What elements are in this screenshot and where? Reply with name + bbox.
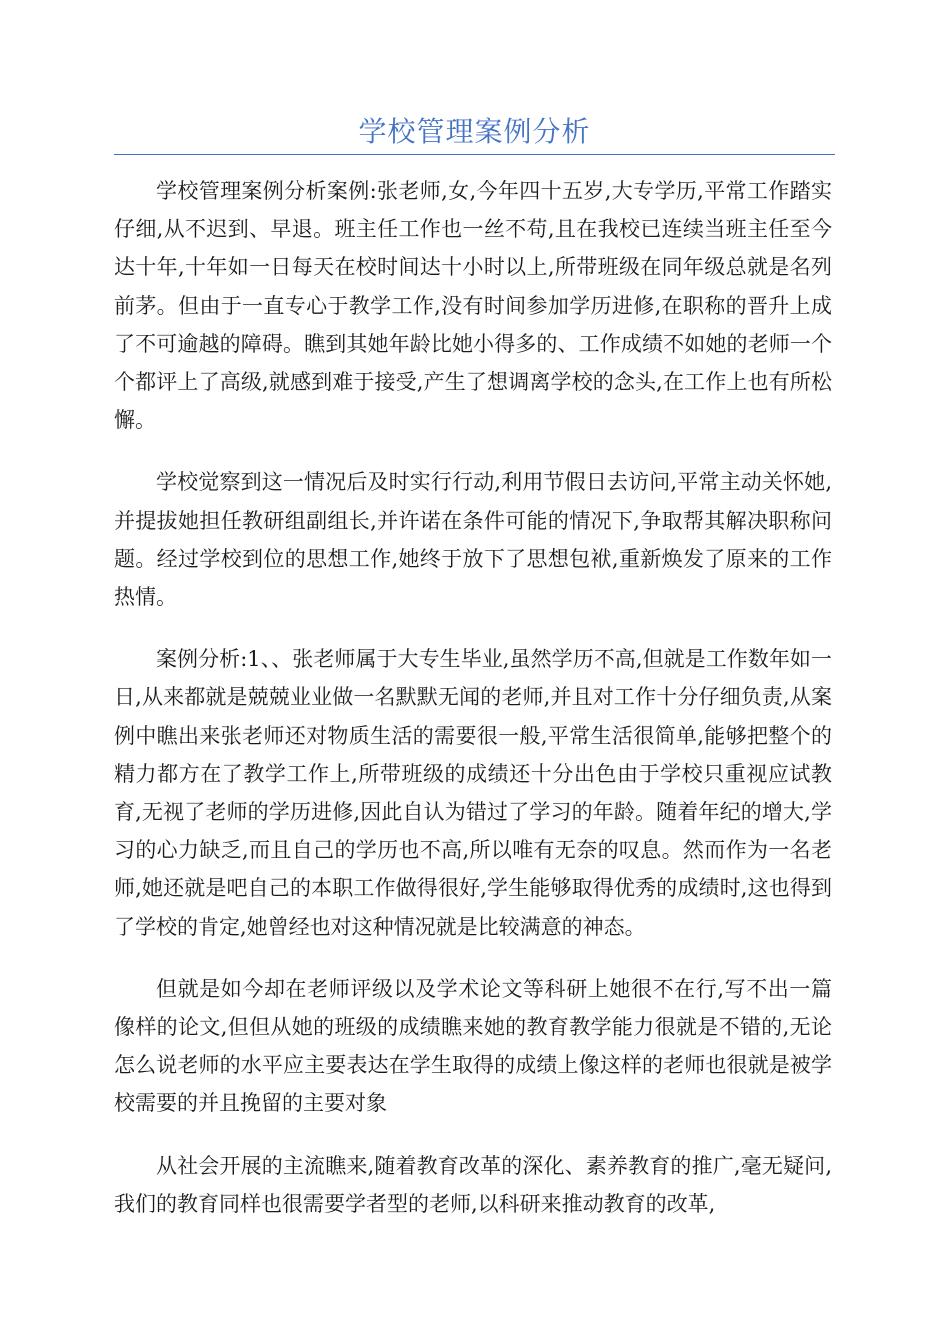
paragraph-1: 学校管理案例分析案例:张老师,女,今年四十五岁,大专学历,平常工作踏实仔细,从不迟到、早退。班主任工作也一丝不苟,且在我校已连续当班主任至今达十年,十年如一日每天在校时间达十小时以上,所带班级在同年级总就是名列前茅。但由于一直专心于教学工作,没有时间参加学历进修,在职称的晋升上成了不可逾越的障碍。瞧到其她年龄比她小得多的、工作成绩不如她的老师一个个都评上了高级,就感到难于接受,产生了想调离学校的念头,在工作上也有所松懈。 (114, 179, 832, 433)
paragraph-3: 案例分析:1、、张老师属于大专生毕业,虽然学历不高,但就是工作数年如一日,从来都就是兢兢业业做一名默默无闻的老师,并且对工作十分仔细负责,从案例中瞧出来张老师还对物质生活的需要很一般,平常生活很简单,能够把整个的精力都方在了教学工作上,所带班级的成绩还十分出色由于学校只重视应试教育,无视了老师的学历进修,因此自认为错过了学习的年龄。随着年纪的增大,学习的心力缺乏,而且自己的学历也不高,所以唯有无奈的叹息。然而作为一名老师,她还就是吧自己的本职工作做得很好,学生能够取得优秀的成绩时,这也得到了学校的肯定,她曾经也对这种情况就是比较满意的神态。 (114, 647, 832, 939)
paragraph-4: 但就是如今却在老师评级以及学术论文等科研上她很不在行,写不出一篇像样的论文,但但从她的班级的成绩瞧来她的教育教学能力很就是不错的,无论怎么说老师的水平应主要表达在学生取得的成绩上像这样的老师也很就是被学校需要的并且挽留的主要对象 (114, 976, 832, 1116)
paragraph-2: 学校觉察到这一情况后及时实行行动,利用节假日去访问,平常主动关怀她,并提拔她担任教研组副组长,并许诺在条件可能的情况下,争取帮其解决职称问题。经过学校到位的思想工作,她终于放下了思想包袱,重新焕发了原来的工作热情。 (114, 470, 832, 610)
document-title: 学校管理案例分析 (358, 115, 591, 148)
document-body (114, 172, 832, 1247)
title-underline (114, 154, 835, 155)
paragraph-5: 从社会开展的主流瞧来,随着教育改革的深化、素养教育的推广,毫无疑问,我们的教育同样也很需要学者型的老师,以科研来推动教育的改革, (114, 1153, 832, 1216)
